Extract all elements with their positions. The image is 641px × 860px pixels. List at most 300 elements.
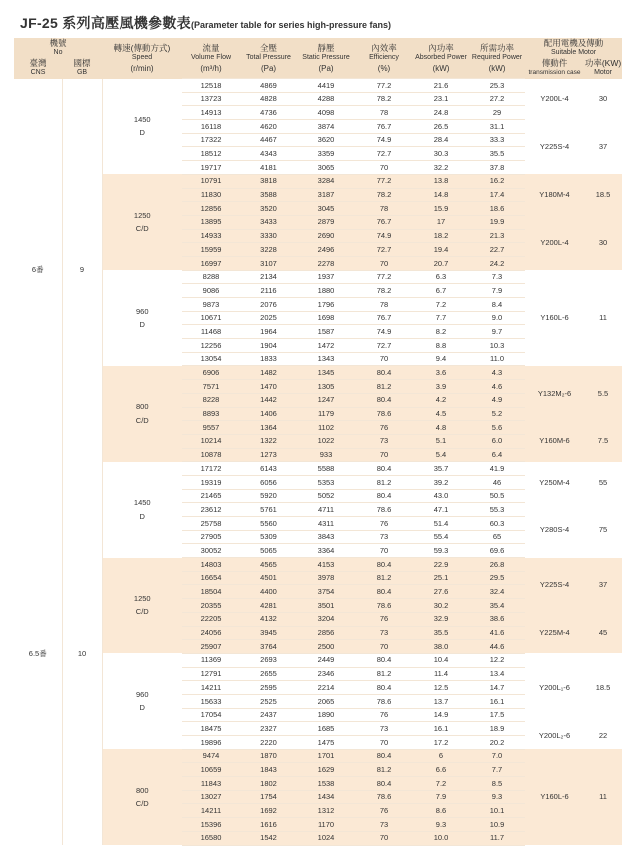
title-zh: JF-25 系列高壓風機參數表 (20, 15, 191, 31)
flow-cell: 16997 (182, 256, 240, 270)
fan-no-gb: 10 (62, 462, 102, 845)
static-pressure-cell: 2065 (297, 694, 355, 708)
required-power-cell: 13.4 (469, 667, 525, 681)
efficiency-cell: 78 (355, 202, 413, 216)
speed-value: 1250 (133, 210, 151, 220)
efficiency-cell: 76.7 (355, 120, 413, 134)
drive-type: D (139, 128, 145, 138)
required-power-cell: 27.2 (469, 92, 525, 106)
total-pressure-cell: 4343 (240, 147, 297, 161)
total-pressure-cell: 1843 (240, 763, 297, 777)
header-speed-zh: 轉速(傳動方式) (113, 42, 171, 53)
absorbed-power-cell: 39.2 (413, 475, 469, 489)
speed-cell (102, 749, 182, 845)
flow-cell: 11468 (182, 325, 240, 339)
motor-model: Y132M₂-6 (525, 366, 584, 421)
total-pressure-cell: 1904 (240, 339, 297, 353)
header-sp-en: Static Pressure (302, 53, 350, 61)
required-power-cell: 41.6 (469, 626, 525, 640)
static-pressure-cell: 3843 (297, 530, 355, 544)
absorbed-power-cell: 7.9 (413, 790, 469, 804)
absorbed-power-cell: 13.7 (413, 694, 469, 708)
required-power-cell: 8.4 (469, 298, 525, 312)
flow-cell: 13895 (182, 215, 240, 229)
header-flow-zh: 流量 (202, 42, 220, 53)
total-pressure-cell: 4828 (240, 92, 297, 106)
efficiency-cell: 72.7 (355, 339, 413, 353)
efficiency-cell: 77.2 (355, 79, 413, 93)
header-cns-zh: 臺灣 (29, 58, 47, 69)
efficiency-cell: 77.2 (355, 270, 413, 284)
header-absorbed-power (413, 38, 469, 79)
total-pressure-cell: 5761 (240, 503, 297, 517)
header-rp-zh: 所需功率 (480, 42, 515, 53)
motor-model: Y250M-4 (525, 462, 584, 503)
efficiency-cell: 70 (355, 352, 413, 366)
flow-cell: 9086 (182, 284, 240, 298)
speed-value: 960 (136, 306, 149, 316)
static-pressure-cell: 4098 (297, 106, 355, 120)
total-pressure-cell: 1870 (240, 749, 297, 763)
required-power-cell: 4.9 (469, 393, 525, 407)
efficiency-cell: 80.4 (355, 777, 413, 791)
motor-power: 11 (584, 749, 622, 845)
flow-cell: 16118 (182, 120, 240, 134)
required-power-cell: 46 (469, 475, 525, 489)
drive-type: D (139, 511, 145, 521)
motor-power: 55 (584, 462, 622, 503)
static-pressure-cell: 3754 (297, 585, 355, 599)
header-eff-unit: (%) (377, 63, 391, 73)
flow-cell: 27905 (182, 530, 240, 544)
header-gb-zh: 國標 (73, 58, 91, 69)
table-row (14, 79, 622, 93)
static-pressure-cell: 2449 (297, 653, 355, 667)
motor-model: Y200L-4 (525, 79, 584, 120)
table-row (14, 174, 622, 188)
flow-cell: 30052 (182, 544, 240, 558)
header-motor-power (584, 58, 622, 78)
required-power-cell: 31.1 (469, 120, 525, 134)
speed-value: 800 (136, 785, 149, 795)
static-pressure-cell: 3501 (297, 599, 355, 613)
header-speed (102, 38, 182, 79)
absorbed-power-cell: 3.6 (413, 366, 469, 380)
motor-power: 22 (584, 722, 622, 749)
flow-cell: 11830 (182, 188, 240, 202)
static-pressure-cell: 1472 (297, 339, 355, 353)
required-power-cell: 44.6 (469, 640, 525, 654)
header-transmission-case (525, 58, 584, 78)
motor-model: Y280S-4 (525, 503, 584, 558)
total-pressure-cell: 2025 (240, 311, 297, 325)
efficiency-cell: 80.4 (355, 366, 413, 380)
static-pressure-cell: 4311 (297, 517, 355, 531)
fan-no-cns: 6番 (14, 79, 62, 462)
flow-cell: 14211 (182, 804, 240, 818)
required-power-cell: 17.4 (469, 188, 525, 202)
efficiency-cell: 78.2 (355, 92, 413, 106)
table-header (14, 38, 622, 79)
flow-cell: 21465 (182, 489, 240, 503)
flow-cell: 10214 (182, 434, 240, 448)
header-rp-unit: (kW) (488, 63, 506, 73)
total-pressure-cell: 2134 (240, 270, 297, 284)
absorbed-power-cell: 18.2 (413, 229, 469, 243)
header-rp-en: Required Power (471, 53, 523, 61)
total-pressure-cell: 2116 (240, 284, 297, 298)
total-pressure-cell: 4869 (240, 79, 297, 93)
total-pressure-cell: 5309 (240, 530, 297, 544)
flow-cell: 10878 (182, 448, 240, 462)
static-pressure-cell: 2879 (297, 215, 355, 229)
static-pressure-cell: 1698 (297, 311, 355, 325)
total-pressure-cell: 5920 (240, 489, 297, 503)
efficiency-cell: 73 (355, 434, 413, 448)
absorbed-power-cell: 4.8 (413, 421, 469, 435)
efficiency-cell: 73 (355, 722, 413, 736)
speed-cell (102, 462, 182, 558)
efficiency-cell: 81.2 (355, 380, 413, 394)
flow-cell: 8228 (182, 393, 240, 407)
motor-model: Y200L-4 (525, 215, 584, 270)
efficiency-cell: 76 (355, 708, 413, 722)
required-power-cell: 26.8 (469, 558, 525, 572)
required-power-cell: 55.3 (469, 503, 525, 517)
absorbed-power-cell: 16.1 (413, 722, 469, 736)
total-pressure-cell: 2525 (240, 694, 297, 708)
speed-value: 1450 (133, 114, 151, 124)
flow-cell: 16580 (182, 831, 240, 845)
static-pressure-cell: 1890 (297, 708, 355, 722)
flow-cell: 20355 (182, 599, 240, 613)
absorbed-power-cell: 19.4 (413, 243, 469, 257)
efficiency-cell: 73 (355, 626, 413, 640)
efficiency-cell: 70 (355, 831, 413, 845)
total-pressure-cell: 1406 (240, 407, 297, 421)
efficiency-cell: 72.7 (355, 243, 413, 257)
absorbed-power-cell: 9.3 (413, 818, 469, 832)
flow-cell: 10659 (182, 763, 240, 777)
flow-cell: 12791 (182, 667, 240, 681)
drive-type: C/D (135, 415, 149, 425)
static-pressure-cell: 1343 (297, 352, 355, 366)
motor-power: 45 (584, 612, 622, 653)
static-pressure-cell: 2856 (297, 626, 355, 640)
flow-cell: 23612 (182, 503, 240, 517)
efficiency-cell: 76 (355, 421, 413, 435)
required-power-cell: 22.7 (469, 243, 525, 257)
flow-cell: 15396 (182, 818, 240, 832)
total-pressure-cell: 3228 (240, 243, 297, 257)
header-flow-unit: (m³/h) (200, 63, 222, 73)
speed-cell (102, 558, 182, 654)
flow-cell: 22205 (182, 612, 240, 626)
motor-model: Y225M-4 (525, 612, 584, 653)
static-pressure-cell: 4288 (297, 92, 355, 106)
efficiency-cell: 80.4 (355, 393, 413, 407)
static-pressure-cell: 4711 (297, 503, 355, 517)
static-pressure-cell: 1345 (297, 366, 355, 380)
efficiency-cell: 81.2 (355, 763, 413, 777)
absorbed-power-cell: 12.5 (413, 681, 469, 695)
motor-power: 18.5 (584, 653, 622, 721)
header-sp-zh: 靜壓 (317, 42, 335, 53)
static-pressure-cell: 3978 (297, 571, 355, 585)
required-power-cell: 8.5 (469, 777, 525, 791)
static-pressure-cell: 2496 (297, 243, 355, 257)
absorbed-power-cell: 6 (413, 749, 469, 763)
header-tp-unit: (Pa) (260, 63, 277, 73)
flow-cell: 17322 (182, 133, 240, 147)
absorbed-power-cell: 21.6 (413, 79, 469, 93)
required-power-cell: 17.5 (469, 708, 525, 722)
static-pressure-cell: 1022 (297, 434, 355, 448)
absorbed-power-cell: 6.7 (413, 284, 469, 298)
static-pressure-cell: 3187 (297, 188, 355, 202)
table-body (14, 79, 622, 846)
header-motor-en: Suitable Motor (550, 49, 597, 57)
required-power-cell: 7.0 (469, 749, 525, 763)
speed-cell (102, 653, 182, 749)
speed-cell (102, 270, 182, 366)
flow-cell: 12256 (182, 339, 240, 353)
header-ap-zh: 內功率 (428, 42, 454, 53)
absorbed-power-cell: 22.9 (413, 558, 469, 572)
total-pressure-cell: 1802 (240, 777, 297, 791)
required-power-cell: 5.2 (469, 407, 525, 421)
required-power-cell: 24.2 (469, 256, 525, 270)
flow-cell: 19717 (182, 161, 240, 175)
absorbed-power-cell: 5.1 (413, 434, 469, 448)
total-pressure-cell: 3520 (240, 202, 297, 216)
absorbed-power-cell: 27.6 (413, 585, 469, 599)
drive-type: C/D (135, 224, 149, 234)
required-power-cell: 4.3 (469, 366, 525, 380)
header-motor-zh: 配用電機及傳動 (543, 38, 604, 49)
absorbed-power-cell: 23.1 (413, 92, 469, 106)
table-row (14, 653, 622, 667)
required-power-cell: 7.9 (469, 284, 525, 298)
efficiency-cell: 78 (355, 106, 413, 120)
drive-type: C/D (135, 607, 149, 617)
motor-model: Y200L₂-6 (525, 722, 584, 749)
motor-model: Y180M-4 (525, 174, 584, 215)
static-pressure-cell: 2346 (297, 667, 355, 681)
header-no (14, 38, 102, 58)
absorbed-power-cell: 7.7 (413, 311, 469, 325)
absorbed-power-cell: 20.7 (413, 256, 469, 270)
total-pressure-cell: 2437 (240, 708, 297, 722)
efficiency-cell: 81.2 (355, 475, 413, 489)
static-pressure-cell: 1170 (297, 818, 355, 832)
total-pressure-cell: 2076 (240, 298, 297, 312)
flow-cell: 9557 (182, 421, 240, 435)
static-pressure-cell: 1247 (297, 393, 355, 407)
efficiency-cell: 80.4 (355, 585, 413, 599)
header-cns-en: CNS (30, 69, 46, 77)
efficiency-cell: 78 (355, 298, 413, 312)
static-pressure-cell: 5052 (297, 489, 355, 503)
speed-value: 1450 (133, 498, 151, 508)
header-eff-zh: 內效率 (371, 42, 397, 53)
efficiency-cell: 78.6 (355, 790, 413, 804)
total-pressure-cell: 1692 (240, 804, 297, 818)
required-power-cell: 7.3 (469, 270, 525, 284)
absorbed-power-cell: 7.2 (413, 298, 469, 312)
static-pressure-cell: 1179 (297, 407, 355, 421)
flow-cell: 18512 (182, 147, 240, 161)
efficiency-cell: 74.9 (355, 229, 413, 243)
table-row (14, 749, 622, 763)
total-pressure-cell: 4620 (240, 120, 297, 134)
total-pressure-cell: 3588 (240, 188, 297, 202)
total-pressure-cell: 3330 (240, 229, 297, 243)
required-power-cell: 10.9 (469, 818, 525, 832)
static-pressure-cell: 2500 (297, 640, 355, 654)
required-power-cell: 10.3 (469, 339, 525, 353)
efficiency-cell: 78.6 (355, 599, 413, 613)
fan-no-gb: 9 (62, 79, 102, 462)
motor-power: 37 (584, 558, 622, 613)
absorbed-power-cell: 14.9 (413, 708, 469, 722)
static-pressure-cell: 1701 (297, 749, 355, 763)
header-no-en: No (53, 49, 63, 57)
total-pressure-cell: 3945 (240, 626, 297, 640)
motor-model: Y225S-4 (525, 120, 584, 175)
static-pressure-cell: 1024 (297, 831, 355, 845)
static-pressure-cell: 2214 (297, 681, 355, 695)
total-pressure-cell: 5065 (240, 544, 297, 558)
efficiency-cell: 70 (355, 640, 413, 654)
efficiency-cell: 76.7 (355, 311, 413, 325)
header-efficiency (355, 38, 413, 79)
flow-cell: 8893 (182, 407, 240, 421)
absorbed-power-cell: 15.9 (413, 202, 469, 216)
total-pressure-cell: 1754 (240, 790, 297, 804)
absorbed-power-cell: 47.1 (413, 503, 469, 517)
flow-cell: 17172 (182, 462, 240, 476)
absorbed-power-cell: 8.6 (413, 804, 469, 818)
table-row (14, 366, 622, 380)
table-row (14, 462, 622, 476)
speed-value: 960 (136, 689, 149, 699)
total-pressure-cell: 1364 (240, 421, 297, 435)
motor-power: 30 (584, 215, 622, 270)
efficiency-cell: 77.2 (355, 174, 413, 188)
total-pressure-cell: 6143 (240, 462, 297, 476)
motor-model: Y160L-6 (525, 270, 584, 366)
flow-cell: 7571 (182, 380, 240, 394)
required-power-cell: 35.4 (469, 599, 525, 613)
static-pressure-cell: 3204 (297, 612, 355, 626)
absorbed-power-cell: 30.2 (413, 599, 469, 613)
flow-cell: 25758 (182, 517, 240, 531)
absorbed-power-cell: 51.4 (413, 517, 469, 531)
header-gb-en: GB (76, 69, 88, 77)
header-flow (182, 38, 240, 79)
efficiency-cell: 70 (355, 736, 413, 750)
absorbed-power-cell: 4.2 (413, 393, 469, 407)
parameter-table (14, 38, 622, 846)
page-title (20, 13, 391, 33)
flow-cell: 16654 (182, 571, 240, 585)
flow-cell: 24056 (182, 626, 240, 640)
efficiency-cell: 76 (355, 804, 413, 818)
absorbed-power-cell: 6.6 (413, 763, 469, 777)
absorbed-power-cell: 8.8 (413, 339, 469, 353)
total-pressure-cell: 3107 (240, 256, 297, 270)
required-power-cell: 11.7 (469, 831, 525, 845)
header-ap-unit: (kW) (432, 63, 450, 73)
efficiency-cell: 80.4 (355, 462, 413, 476)
static-pressure-cell: 1796 (297, 298, 355, 312)
absorbed-power-cell: 17.2 (413, 736, 469, 750)
header-total-pressure (240, 38, 297, 79)
absorbed-power-cell: 32.9 (413, 612, 469, 626)
static-pressure-cell: 1538 (297, 777, 355, 791)
absorbed-power-cell: 25.1 (413, 571, 469, 585)
required-power-cell: 10.1 (469, 804, 525, 818)
flow-cell: 10671 (182, 311, 240, 325)
fan-no-cns: 6.5番 (14, 462, 62, 845)
required-power-cell: 38.6 (469, 612, 525, 626)
table-row (14, 270, 622, 284)
motor-model: Y225S-4 (525, 558, 584, 613)
flow-cell: 10791 (182, 174, 240, 188)
static-pressure-cell: 1434 (297, 790, 355, 804)
absorbed-power-cell: 17 (413, 215, 469, 229)
efficiency-cell: 70 (355, 161, 413, 175)
drive-type: D (139, 320, 145, 330)
flow-cell: 13054 (182, 352, 240, 366)
header-cns (14, 58, 62, 78)
static-pressure-cell: 1629 (297, 763, 355, 777)
header-static-pressure (297, 38, 355, 79)
header-eff-en: Efficiency (369, 53, 399, 61)
flow-cell: 13723 (182, 92, 240, 106)
total-pressure-cell: 6056 (240, 475, 297, 489)
required-power-cell: 9.7 (469, 325, 525, 339)
header-ap-en: Absorbed Power (415, 53, 467, 61)
absorbed-power-cell: 14.8 (413, 188, 469, 202)
flow-cell: 19319 (182, 475, 240, 489)
efficiency-cell: 80.4 (355, 558, 413, 572)
efficiency-cell: 81.2 (355, 667, 413, 681)
total-pressure-cell: 2327 (240, 722, 297, 736)
absorbed-power-cell: 55.4 (413, 530, 469, 544)
total-pressure-cell: 2595 (240, 681, 297, 695)
motor-model: Y160L-6 (525, 749, 584, 845)
efficiency-cell: 74.9 (355, 325, 413, 339)
efficiency-cell: 80.4 (355, 681, 413, 695)
flow-cell: 17054 (182, 708, 240, 722)
total-pressure-cell: 3818 (240, 174, 297, 188)
speed-value: 1250 (133, 593, 151, 603)
motor-power: 37 (584, 120, 622, 175)
efficiency-cell: 80.4 (355, 653, 413, 667)
required-power-cell: 65 (469, 530, 525, 544)
total-pressure-cell: 1542 (240, 831, 297, 845)
absorbed-power-cell: 32.2 (413, 161, 469, 175)
total-pressure-cell: 1833 (240, 352, 297, 366)
absorbed-power-cell: 35.5 (413, 626, 469, 640)
drive-type: C/D (135, 799, 149, 809)
total-pressure-cell: 1322 (240, 434, 297, 448)
absorbed-power-cell: 10.4 (413, 653, 469, 667)
absorbed-power-cell: 9.4 (413, 352, 469, 366)
total-pressure-cell: 3764 (240, 640, 297, 654)
